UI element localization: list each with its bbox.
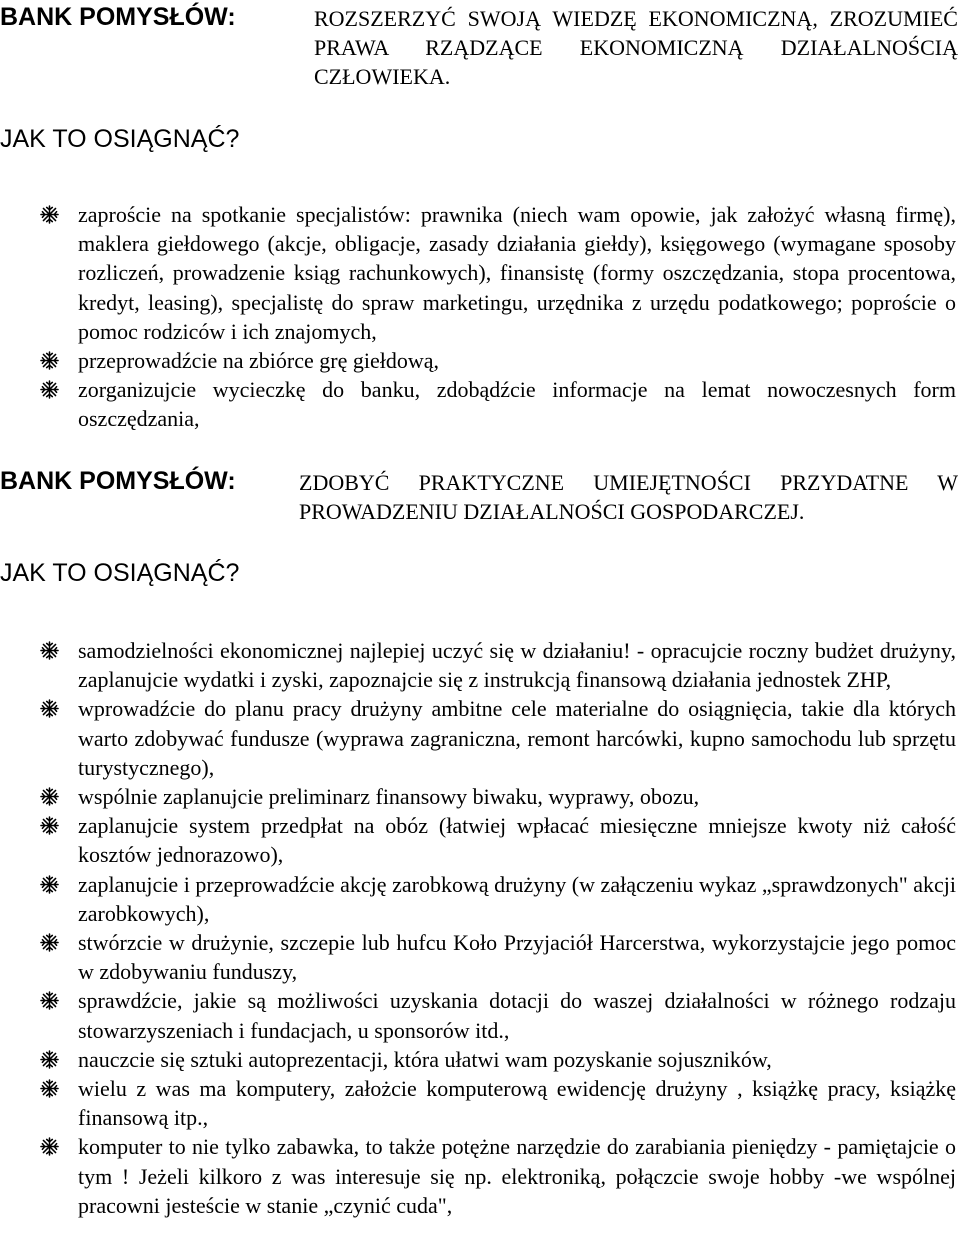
list-item-text: samodzielności ekonomicznej najlepiej uczyć się w działaniu! - opracujcie roczny budżet drużyny, zaplanujcie wydatki i zyski, zapoznajcie się z instrukcją finansową działania jednostek ZHP, bbox=[78, 638, 956, 693]
section1-bullet-list bbox=[0, 200, 960, 434]
section2-heading bbox=[0, 466, 960, 528]
section1-goal: ROZSZERZYĆ SWOJĄ WIEDZĘ EKONOMICZNĄ, ZROZUMIEĆ PRAWA RZĄDZĄCE EKONOMICZNĄ DZIAŁALNOŚCIĄ CZŁOWIEKA. bbox=[314, 6, 958, 89]
section2-bullet-list bbox=[0, 636, 960, 1220]
snowflake-asterisk-icon bbox=[40, 380, 59, 399]
snowflake-asterisk-icon bbox=[40, 351, 59, 370]
bank-pomyslow-label: BANK POMYSŁÓW: bbox=[0, 467, 236, 495]
list-item bbox=[0, 870, 960, 928]
list-item-text: zaplanujcie system przedpłat na obóz (łatwiej wpłacać miesięczne mniejsze kwoty niż całość kosztów jednorazowo), bbox=[78, 813, 956, 868]
snowflake-asterisk-icon bbox=[40, 875, 59, 894]
list-item-text: stwórzcie w drużynie, szczepie lub hufcu Koło Przyjaciół Harcerstwa, wykorzystajcie jego pomoc w zdobywaniu funduszy, bbox=[78, 930, 956, 985]
snowflake-asterisk-icon bbox=[40, 933, 59, 952]
list-item-text: przeprowadźcie na zbiórce grę giełdową, bbox=[78, 348, 439, 374]
list-item-text: zorganizujcie wycieczkę do banku, zdobądźcie informacje na lemat nowoczesnych form oszczędzania, bbox=[78, 377, 956, 432]
list-item bbox=[0, 1045, 960, 1074]
snowflake-asterisk-icon bbox=[40, 787, 59, 806]
list-item bbox=[0, 1074, 960, 1132]
list-item-text: wprowadźcie do planu pracy drużyny ambitne cele materialne do osiągnięcia, takie dla których warto zdobywać fundusze (wyprawa zagraniczna, remont harcówki, kupno samochodu lub sprzętu turystycznego), bbox=[78, 696, 956, 780]
snowflake-asterisk-icon bbox=[40, 816, 59, 835]
list-item-text: sprawdźcie, jakie są możliwości uzyskania dotacji do waszej działalności w różnego rodzaju stowarzyszeniach i fundacjach, u sponsorów itd., bbox=[78, 988, 956, 1043]
list-item-text: zaplanujcie i przeprowadźcie akcję zarobkową drużyny (w załączeniu wykaz „sprawdzonych" akcji zarobkowych), bbox=[78, 871, 956, 926]
snowflake-asterisk-icon bbox=[40, 205, 59, 224]
list-item bbox=[0, 1132, 960, 1220]
snowflake-asterisk-icon bbox=[40, 1050, 59, 1069]
list-item-text: nauczcie się sztuki autoprezentacji, która ułatwi wam pozyskanie sojuszników, bbox=[78, 1046, 772, 1072]
list-item bbox=[0, 636, 960, 694]
snowflake-asterisk-icon bbox=[40, 1079, 59, 1098]
list-item bbox=[0, 782, 960, 811]
list-item-text: zaproście na spotkanie specjalistów: prawnika (niech wam opowie, jak założyć własną firmę), maklera giełdowego (akcje, obligacje, zasady działania giełdy), księgowego (wymagane sposoby rozliczeń, prowadzenie ksiąg rachunkowych), finansistę (formy oszczędzania, stopa procentowa, kredyt, leasing), specjalistę do spraw marketingu, urzędnika z urzędu podatkowego; poproście o pomoc rodziców i ich znajomych, bbox=[78, 202, 956, 344]
list-item-text: wielu z was ma komputery, założcie komputerową ewidencję drużyny , książkę pracy, książkę finansową itp., bbox=[78, 1076, 956, 1131]
section2-howto: JAK TO OSIĄGNĄĆ? bbox=[0, 559, 240, 587]
snowflake-asterisk-icon bbox=[40, 699, 59, 718]
section1-howto: JAK TO OSIĄGNĄĆ? bbox=[0, 125, 240, 153]
list-item bbox=[0, 986, 960, 1044]
list-item bbox=[0, 811, 960, 869]
list-item-text: komputer to nie tylko zabawka, to także potężne narzędzie do zarabiania pieniędzy - pamiętajcie o tym ! Jeżeli kilkoro z was interesuje się np. elektroniką, połączcie swoje hobby -we wspólnej pracowni jesteście w stanie „czynić cuda", bbox=[78, 1134, 956, 1218]
section1-heading bbox=[0, 2, 960, 92]
bank-pomyslow-label: BANK POMYSŁÓW: bbox=[0, 3, 236, 31]
snowflake-asterisk-icon bbox=[40, 1137, 59, 1156]
snowflake-asterisk-icon bbox=[40, 641, 59, 660]
list-item-text: wspólnie zaplanujcie preliminarz finansowy biwaku, wyprawy, obozu, bbox=[78, 784, 700, 810]
section2-goal: ZDOBYĆ PRAKTYCZNE UMIEJĘTNOŚCI PRZYDATNE W PROWADZENIU DZIAŁALNOŚCI GOSPODARCZEJ. bbox=[299, 470, 958, 524]
list-item bbox=[0, 375, 960, 433]
list-item bbox=[0, 200, 960, 346]
list-item bbox=[0, 694, 960, 782]
list-item bbox=[0, 346, 960, 375]
snowflake-asterisk-icon bbox=[40, 991, 59, 1010]
list-item bbox=[0, 928, 960, 986]
